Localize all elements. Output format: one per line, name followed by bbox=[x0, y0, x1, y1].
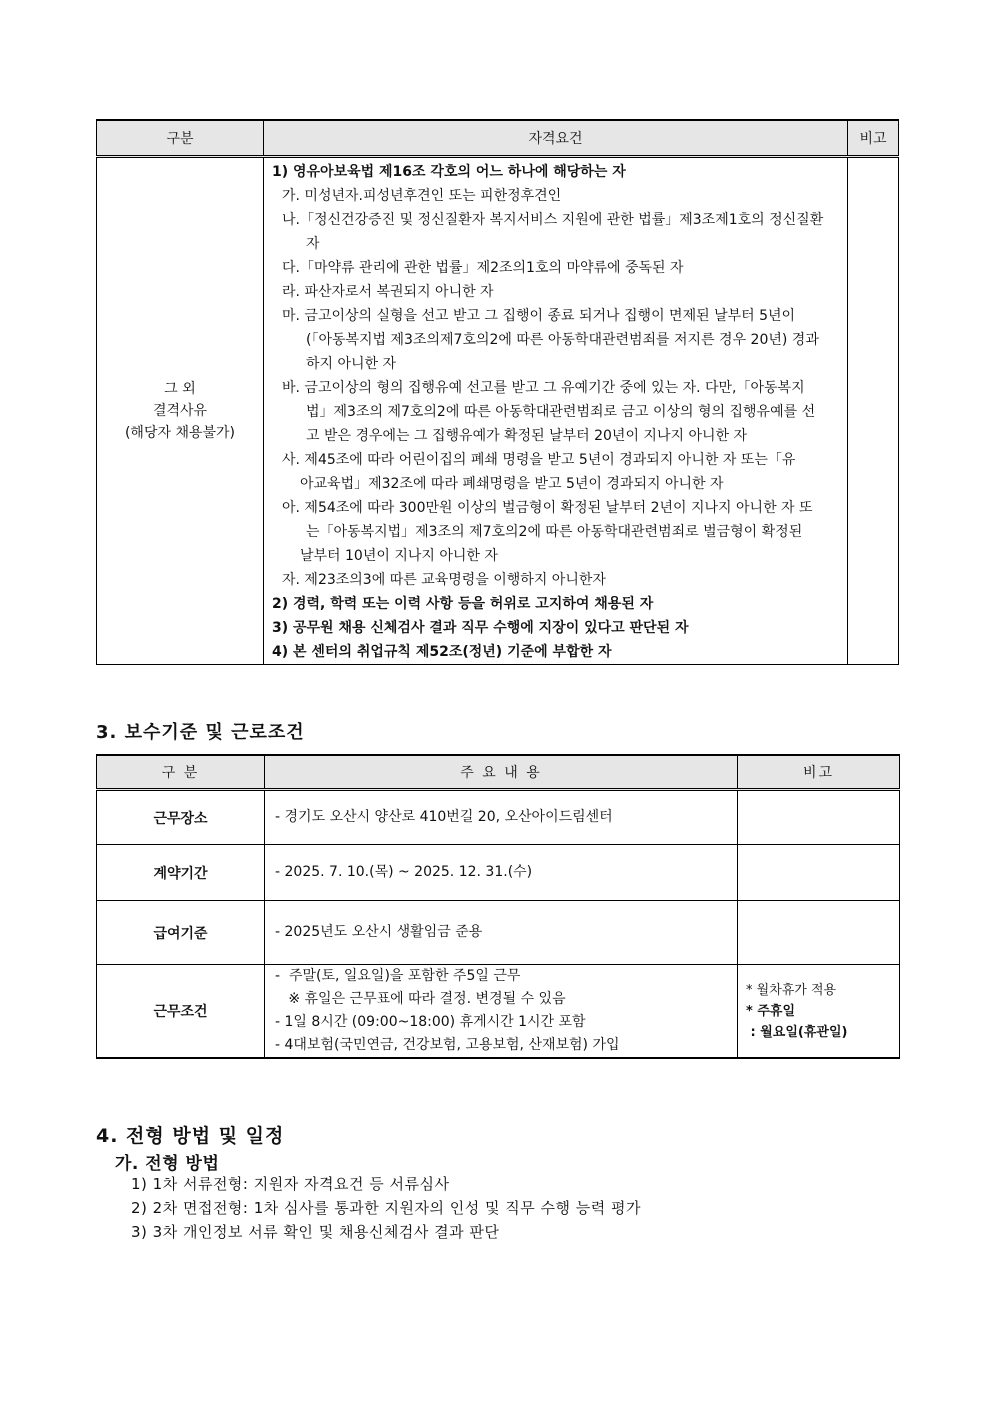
header-category: 구분 bbox=[97, 120, 264, 157]
requirement-line: 사. 제45조에 따라 어린이집의 폐쇄 명령을 받고 5년이 경과되지 아니한 자 또는「유 bbox=[282, 452, 796, 468]
content-line: - 2025년도 오산시 생활임금 준용 bbox=[275, 924, 483, 940]
row-label: 근무조건 bbox=[97, 965, 265, 1059]
row-content bbox=[265, 965, 738, 1059]
work-conditions-table bbox=[96, 754, 900, 1059]
row-note bbox=[738, 965, 900, 1059]
requirement-line: 날부터 10년이 지나지 아니한 자 bbox=[300, 548, 498, 564]
content-line: - 2025. 7. 10.(목) ~ 2025. 12. 31.(수) bbox=[275, 864, 533, 880]
row-content bbox=[265, 901, 738, 965]
table-row bbox=[97, 845, 900, 901]
content-line: ※ 휴일은 근무표에 따라 결정. 변경될 수 있음 bbox=[275, 991, 566, 1007]
table-row bbox=[97, 790, 900, 845]
requirement-line: 2) 경력, 학력 또는 이력 사항 등을 허위로 고지하여 채용된 자 bbox=[272, 596, 654, 612]
row-label: 급여기준 bbox=[97, 901, 265, 965]
selection-item: 2) 2차 면접전형: 1차 심사를 통과한 지원자의 인성 및 직무 수행 능력 평가 bbox=[131, 1199, 641, 1217]
selection-item: 1) 1차 서류전형: 지원자 자격요건 등 서류심사 bbox=[131, 1175, 450, 1193]
header-category: 구 분 bbox=[97, 755, 265, 790]
row-label: 근무장소 bbox=[97, 790, 265, 845]
requirement-line: 가. 미성년자.피성년후견인 또는 피한정후견인 bbox=[282, 188, 562, 204]
header-requirements: 자격요건 bbox=[264, 120, 848, 157]
row-note bbox=[738, 845, 900, 901]
row-note bbox=[738, 901, 900, 965]
table-row bbox=[97, 901, 900, 965]
content-line: - 1일 8시간 (09:00~18:00) 휴게시간 1시간 포함 bbox=[275, 1014, 586, 1030]
note-cell bbox=[848, 157, 899, 665]
requirement-line: 법」제3조의 제7호의2에 따른 아동학대관련범죄로 금고 이상의 형의 집행유예를 선 bbox=[306, 404, 816, 420]
header-note: 비고 bbox=[848, 120, 899, 157]
requirement-line: 자. 제23조의3에 따른 교육명령을 이행하지 아니한자 bbox=[282, 572, 606, 588]
table-row bbox=[97, 965, 900, 1059]
row-label: 계약기간 bbox=[97, 845, 265, 901]
note-line: : 월요일(휴관일) bbox=[746, 1024, 848, 1040]
content-line: - 경기도 오산시 양산로 410번길 20, 오산아이드림센터 bbox=[275, 809, 613, 825]
content-line: - 4대보험(국민연금, 건강보험, 고용보험, 산재보험) 가입 bbox=[275, 1037, 620, 1053]
section4-title: 4. 전형 방법 및 일정 bbox=[96, 1125, 285, 1147]
row-note bbox=[738, 790, 900, 845]
requirement-line: 는「아동복지법」제3조의 제7호의2에 따른 아동학대관련범죄로 벌금형이 확정된 bbox=[306, 524, 803, 540]
content-line: - 주말(토, 일요일)을 포함한 주5일 근무 bbox=[275, 968, 521, 984]
selection-item: 3) 3차 개인정보 서류 확인 및 채용신체검사 결과 판단 bbox=[131, 1223, 500, 1241]
section4-subtitle: 가. 전형 방법 bbox=[115, 1154, 220, 1174]
category-cell bbox=[97, 157, 264, 665]
requirements-cell bbox=[264, 157, 848, 665]
row-content bbox=[265, 845, 738, 901]
category-line: (해당자 채용불가) bbox=[124, 425, 236, 441]
disqualification-table bbox=[96, 119, 899, 665]
requirement-line: 라. 파산자로서 복권되지 아니한 자 bbox=[282, 284, 494, 300]
requirement-line: 고 받은 경우에는 그 집행유예가 확정된 날부터 20년이 지나지 아니한 자 bbox=[306, 428, 747, 444]
note-line: * 월차휴가 적용 bbox=[746, 982, 837, 998]
requirement-line: (「아동복지법 제3조의제7호의2에 따른 아동학대관련범죄를 저지른 경우 20년) 경과 bbox=[306, 332, 819, 348]
row-content bbox=[265, 790, 738, 845]
requirement-line: 아. 제54조에 따라 300만원 이상의 벌금형이 확정된 날부터 2년이 지나지 아니한 자 또 bbox=[282, 500, 813, 516]
requirement-line: 4) 본 센터의 취업규칙 제52조(정년) 기준에 부합한 자 bbox=[272, 644, 612, 660]
section3-title: 3. 보수기준 및 근로조건 bbox=[96, 722, 305, 743]
header-note: 비고 bbox=[738, 755, 900, 790]
note-line: * 주휴일 bbox=[746, 1003, 795, 1019]
requirement-line: 다.「마약류 관리에 관한 법률」제2조의1호의 마약류에 중독된 자 bbox=[282, 260, 684, 276]
category-line: 그 외 bbox=[164, 381, 196, 397]
requirement-line: 자 bbox=[306, 236, 320, 252]
requirement-line: 마. 금고이상의 실형을 선고 받고 그 집행이 종료 되거나 집행이 면제된 날부터 5년이 bbox=[282, 308, 796, 324]
category-line: 결격사유 bbox=[152, 403, 208, 419]
requirement-line: 바. 금고이상의 형의 집행유예 선고를 받고 그 유예기간 중에 있는 자. 다만,「아동복지 bbox=[282, 380, 805, 396]
requirement-line: 3) 공무원 채용 신체검사 결과 직무 수행에 지장이 있다고 판단된 자 bbox=[272, 620, 689, 636]
requirement-line: 아교육법」제32조에 따라 폐쇄명령을 받고 5년이 경과되지 아니한 자 bbox=[300, 476, 724, 492]
requirement-line: 나.「정신건강증진 및 정신질환자 복지서비스 지원에 관한 법률」제3조제1호의 정신질환 bbox=[282, 212, 824, 228]
requirement-line: 하지 아니한 자 bbox=[306, 356, 397, 372]
header-content: 주 요 내 용 bbox=[265, 755, 738, 790]
requirement-line: 1) 영유아보육법 제16조 각호의 어느 하나에 해당하는 자 bbox=[272, 164, 626, 180]
